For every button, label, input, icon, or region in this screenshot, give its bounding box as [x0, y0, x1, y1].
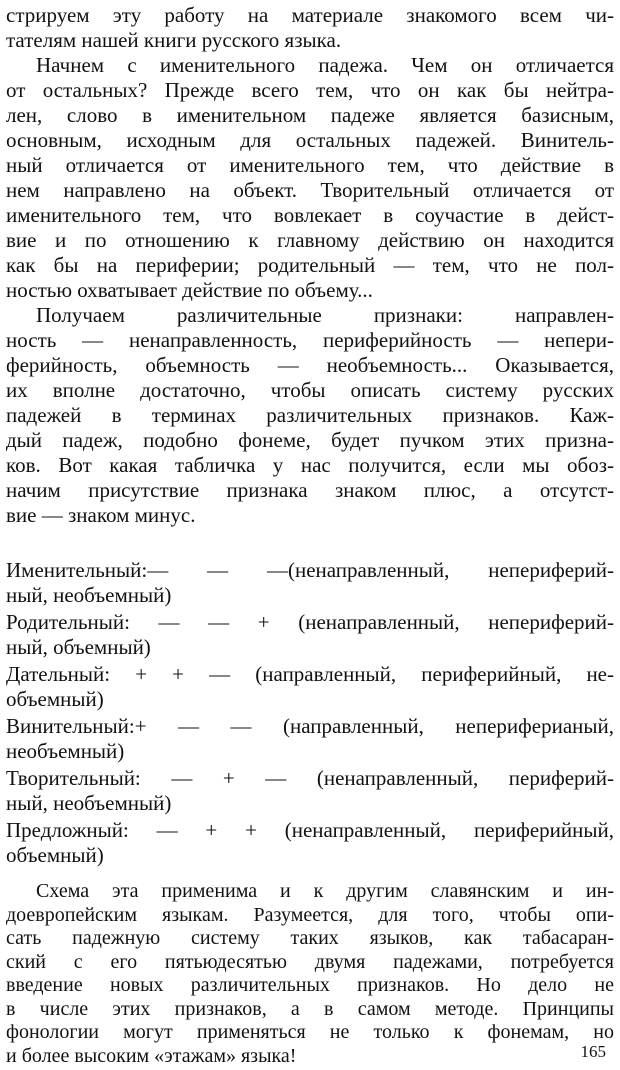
text-line: фонологии могут применяться не только к фонемам, но	[6, 1021, 614, 1043]
text-line: введение новых различительных признаков. Но дело не	[6, 974, 614, 996]
case-line: Предложный: — + + (ненаправленный, периферийный,	[6, 818, 614, 842]
text-line: лен, слово в именительном падеже является базисным,	[6, 103, 614, 127]
text-line: основным, исходным для остальных падежей. Винитель-	[6, 128, 614, 152]
text-line: стрируем эту работу на материале знакомого всем чи-	[6, 3, 614, 27]
case-line: Родительный: — — + (ненаправленный, непериферий-	[6, 610, 614, 634]
case-line: необъемный)	[6, 739, 125, 763]
text-line: от остальных? Прежде всего тем, что он как бы нейтра-	[6, 78, 614, 102]
text-line: и более высоким «этажам» языка!	[6, 1044, 297, 1067]
text-line: тателям нашей книги русского языка.	[6, 28, 342, 52]
text-line: падежей в терминах различительных признаков. Каж-	[6, 403, 614, 427]
text-line: нем направлено на объект. Творительный отличается от	[6, 178, 614, 202]
text-line: ков. Вот какая табличка у нас получится, если мы обоз-	[6, 453, 614, 477]
case-line: объемный)	[6, 687, 104, 711]
case-line: Винительный:+ — — (направленный, неперифериaный,	[6, 714, 614, 738]
text-line: доевропейским языкам. Разумеется, для того, чтобы опи-	[6, 903, 614, 926]
case-line: Именительный:— — —(ненаправленный, непериферий-	[6, 558, 614, 582]
text-line: ность — ненаправленность, периферийность — непери-	[6, 328, 614, 352]
text-line: ностью охватывает действие по объему...	[6, 278, 373, 302]
text-line: Получаем различительные признаки: направлен-	[36, 303, 614, 327]
text-line: вие — знаком минус.	[6, 503, 196, 527]
text-line: в числе этих признаков, а в самом методе. Принципы	[6, 997, 614, 1020]
case-line: ный, необъемный)	[6, 583, 172, 607]
text-line: ский с его пятьюдесятью двумя падежами, потребуется	[6, 950, 614, 973]
case-line: ный, необъемный)	[6, 791, 172, 815]
case-line: объемный)	[6, 843, 104, 867]
text-line: сать падежную систему таких языков, как табасаран-	[6, 927, 614, 949]
text-line: как бы на периферии; родительный — тем, что не пол-	[6, 253, 614, 277]
text-line: Схема эта применима и к другим славянским и ин-	[36, 880, 614, 902]
text-line: ный отличается от именительного тем, что действие в	[6, 153, 614, 177]
book-page	[6, 0, 614, 1070]
text-line: начим присутствие признака знаком плюс, а отсутст-	[6, 478, 614, 502]
text-line: дый падеж, подобно фонеме, будет пучком этих призна-	[6, 428, 614, 452]
page-number: 165	[580, 1042, 606, 1061]
case-line: Творительный: — + — (ненаправленный, периферий-	[6, 766, 614, 790]
text-line: ферийность, объемность — необъемность... Оказывается,	[6, 353, 614, 377]
text-line: Начнем с именительного падежа. Чем он отличается	[36, 53, 614, 77]
case-line: Дательный: + + — (направленный, периферийный, не-	[6, 662, 614, 686]
case-line: ный, объемный)	[6, 635, 151, 659]
text-line: их вполне достаточно, чтобы описать систему русских	[6, 378, 614, 402]
text-line: именительного тем, что вовлекает в соучастие в дейст-	[6, 203, 614, 227]
text-line: вие и по отношению к главному действию он находится	[6, 228, 614, 252]
